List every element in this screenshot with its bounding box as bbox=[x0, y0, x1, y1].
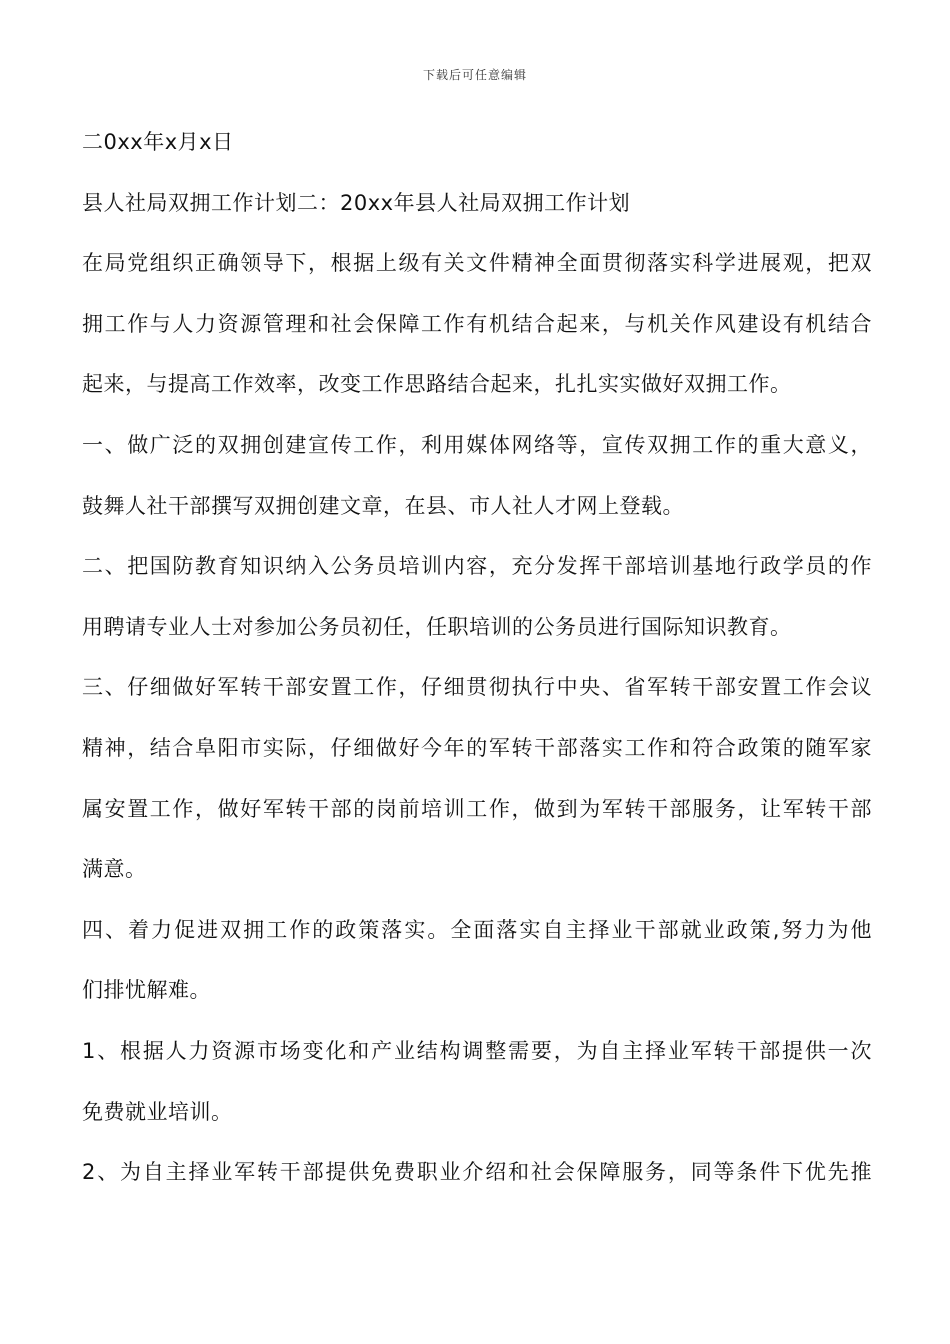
paragraph-line: 们排忧解难。 bbox=[82, 978, 211, 1003]
paragraph-line: 四、着力促进双拥工作的政策落实。全面落实自主择业干部就业政策,努力为他 bbox=[82, 917, 872, 942]
paragraph-line: 2、为自主择业军转干部提供免费职业介绍和社会保障服务，同等条件下优先推 bbox=[82, 1160, 872, 1185]
paragraph-line: 满意。 bbox=[82, 857, 147, 882]
paragraph-line: 起来，与提高工作效率，改变工作思路结合起来，扎扎实实做好双拥工作。 bbox=[82, 372, 792, 397]
paragraph-line: 拥工作与人力资源管理和社会保障工作有机结合起来，与机关作风建设有机结合 bbox=[82, 311, 872, 336]
paragraph-line: 1、根据人力资源市场变化和产业结构调整需要，为自主择业军转干部提供一次 bbox=[82, 1038, 872, 1063]
paragraph-line: 在局党组织正确领导下，根据上级有关文件精神全面贯彻落实科学进展观，把双 bbox=[82, 251, 872, 276]
paragraph-line: 用聘请专业人士对参加公务员初任，任职培训的公务员进行国际知识教育。 bbox=[82, 614, 792, 639]
paragraph-line: 二、把国防教育知识纳入公务员培训内容，充分发挥干部培训基地行政学员的作 bbox=[82, 554, 872, 579]
paragraph-line: 精神，结合阜阳市实际，仔细做好今年的军转干部落实工作和符合政策的随军家 bbox=[82, 735, 872, 760]
page-header-note: 下载后可任意编辑 bbox=[422, 68, 527, 82]
paragraph-line: 一、做广泛的双拥创建宣传工作，利用媒体网络等，宣传双拥工作的重大意义， bbox=[82, 432, 872, 457]
paragraph-line: 三、仔细做好军转干部安置工作，仔细贯彻执行中央、省军转干部安置工作会议 bbox=[82, 675, 872, 700]
paragraph-line: 属安置工作，做好军转干部的岗前培训工作，做到为军转干部服务，让军转干部 bbox=[82, 796, 872, 821]
paragraph-line: 免费就业培训。 bbox=[82, 1099, 233, 1124]
document-body bbox=[82, 112, 872, 1203]
paragraph-line: 鼓舞人社干部撰写双拥创建文章，在县、市人社人才网上登载。 bbox=[82, 493, 684, 518]
document-title: 县人社局双拥工作计划二：20xx年县人社局双拥工作计划 bbox=[82, 190, 631, 215]
date-line: 二0xx年x月x日 bbox=[82, 130, 234, 154]
